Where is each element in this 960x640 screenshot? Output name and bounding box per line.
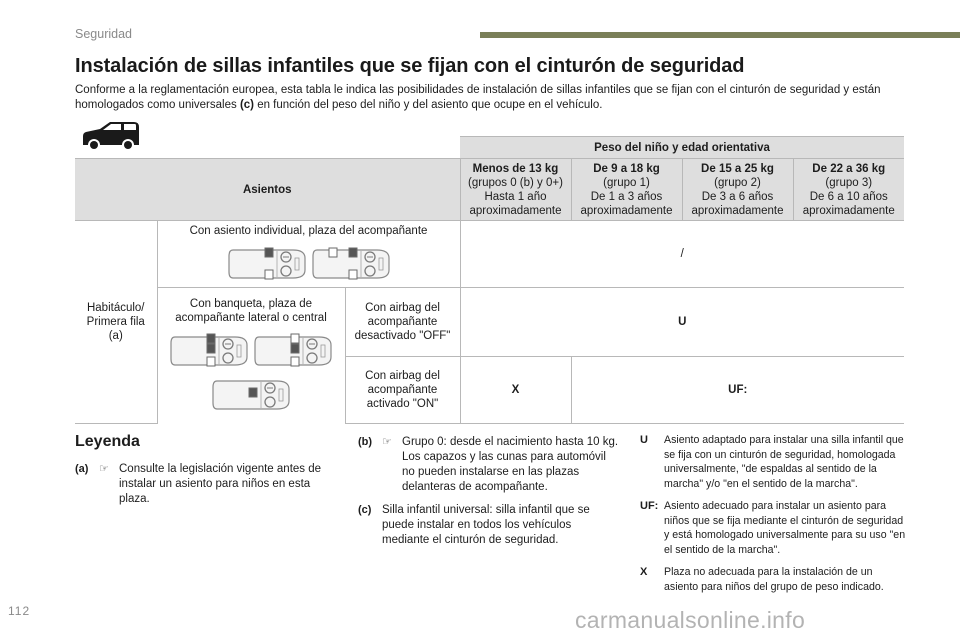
- legend-item-x: [640, 565, 908, 594]
- group-0-l3: aproximadamente: [469, 204, 562, 217]
- bench-seat-l2: acompañante lateral o central: [175, 311, 327, 324]
- legend-title: Leyenda: [75, 433, 140, 450]
- airbag-on-value-groups: UF:: [571, 357, 904, 424]
- group-2-l3: aproximadamente: [691, 204, 784, 217]
- legend-key-uf: UF:: [640, 500, 659, 512]
- legend-text-uf: Asiento adecuado para instalar un asiento para niños que se fija mediante el cinturón de seguridad y está homologado universalmente para su uso "en el sentido de la marcha".: [664, 500, 906, 556]
- airbag-off-l2: acompañante: [367, 316, 438, 328]
- table-blank-corner: [75, 137, 460, 159]
- legend-key-a: (a): [75, 463, 89, 475]
- legend-text-c: Silla infantil universal: silla infantil que se puede instalar en todos los vehículos mediante el cinturón de seguridad.: [382, 504, 590, 546]
- group-3-l1: (grupo 3): [825, 176, 873, 189]
- group-1-cell: [571, 159, 682, 221]
- group-1-l2: De 1 a 3 años: [590, 190, 663, 203]
- airbag-on-cell: [345, 357, 460, 424]
- group-1-weight: De 9 a 18 kg: [593, 162, 660, 175]
- intro-paragraph: [75, 83, 910, 113]
- legend-key-u: U: [640, 434, 648, 446]
- hand-pointer-icon: ☞: [382, 436, 392, 448]
- group-0-weight: Menos de 13 kg: [472, 162, 559, 175]
- header-accent-bar: [480, 32, 960, 38]
- location-l1: Habitáculo/: [86, 302, 145, 314]
- car-top-view-icon: [227, 244, 307, 284]
- legend-key-b: (b): [358, 436, 373, 448]
- airbag-off-l1: Con airbag del: [365, 302, 440, 314]
- individual-seat-label: Con asiento individual, plaza del acompañante: [189, 225, 428, 237]
- section-label: Seguridad: [75, 27, 132, 41]
- weight-header: Peso del niño y edad orientativa: [460, 137, 904, 159]
- airbag-on-value-group0: X: [460, 357, 571, 424]
- location-l3: (a): [108, 330, 123, 342]
- car-top-view-icon: [311, 244, 391, 284]
- legend-text-a: Consulte la legislación vigente antes de instalar un asiento para niños en esta plaza.: [119, 463, 322, 505]
- legend-key-x: X: [640, 566, 648, 578]
- seats-header: Asientos: [75, 159, 460, 221]
- watermark: carmanualsonline.info: [575, 607, 806, 633]
- intro-ref-c: (c): [239, 99, 254, 111]
- airbag-off-value: U: [460, 288, 904, 357]
- page-title: Instalación de sillas infantiles que se fijan con el cinturón de seguridad: [75, 55, 745, 77]
- intro-text-2: en función del peso del niño y del asiento que ocupe en el vehículo.: [254, 99, 603, 111]
- group-2-weight: De 15 a 25 kg: [701, 162, 774, 175]
- group-0-l2: Hasta 1 año: [484, 190, 547, 203]
- airbag-on-l1: Con airbag del: [365, 370, 440, 382]
- legend-text-x: Plaza no adecuada para la instalación de un asiento para niños del grupo de peso indicado.: [664, 566, 884, 593]
- group-1-l1: (grupo 1): [603, 176, 650, 189]
- bench-seat-l1: Con banqueta, plaza de: [189, 297, 313, 310]
- group-3-weight: De 22 a 36 kg: [812, 162, 886, 175]
- individual-seat-cell: [157, 221, 460, 288]
- legend-column-3: [640, 433, 908, 602]
- legend-item-uf: [640, 499, 908, 557]
- legend-item-b: [358, 435, 620, 495]
- legend-column-2: [358, 435, 620, 556]
- bench-seat-diagrams-2: [161, 375, 342, 415]
- legend-item-c: [358, 503, 620, 548]
- group-2-l1: (grupo 2): [714, 176, 761, 189]
- legend-text-u: Asiento adaptado para instalar una silla infantil que se fija con un cinturón de seguridad, homologada universalmente, "de espaldas al sentido de la marcha" y/o "en el sentido de la marcha".: [664, 434, 904, 490]
- legend-item-u: [640, 433, 908, 491]
- group-0-l1: (grupos 0 (b) y 0+): [468, 176, 563, 189]
- legend-text-b: Grupo 0: desde el nacimiento hasta 10 kg. Los capazos y las cunas para automóvil no pueden instalarse en las plazas delanteras de acompañante.: [402, 436, 619, 493]
- location-cell: [75, 221, 157, 424]
- group-3-cell: [793, 159, 904, 221]
- individual-seat-value: /: [460, 221, 904, 288]
- bench-seat-diagrams: [161, 331, 342, 371]
- airbag-on-l2: acompañante: [367, 384, 438, 396]
- car-top-view-icon: [253, 331, 333, 371]
- group-2-l2: De 3 a 6 años: [701, 190, 774, 203]
- group-0-cell: [460, 159, 571, 221]
- seat-compatibility-table: [75, 136, 904, 424]
- group-3-l2: De 6 a 10 años: [809, 190, 888, 203]
- individual-seat-diagrams: [161, 244, 457, 284]
- hand-pointer-icon: ☞: [99, 463, 109, 475]
- car-top-view-icon: [169, 331, 249, 371]
- airbag-off-cell: [345, 288, 460, 357]
- car-top-view-icon: [211, 375, 291, 415]
- legend-item-a: [75, 462, 327, 507]
- airbag-on-l3: activado "ON": [366, 398, 439, 410]
- intro-text-1: Conforme a la reglamentación europea, esta tabla le indica las posibilidades de instalación de sillas infantiles que se fijan con el cinturón de seguridad y están homologados como universales: [75, 84, 881, 111]
- location-l2: Primera fila: [86, 316, 145, 328]
- airbag-off-l3: desactivado "OFF": [354, 330, 451, 342]
- group-2-cell: [682, 159, 793, 221]
- bench-seat-cell: [157, 288, 345, 424]
- group-1-l3: aproximadamente: [580, 204, 673, 217]
- legend-key-c: (c): [358, 504, 372, 516]
- group-3-l3: aproximadamente: [802, 204, 895, 217]
- legend-column-1: [75, 462, 327, 515]
- page-number: 112: [8, 604, 31, 618]
